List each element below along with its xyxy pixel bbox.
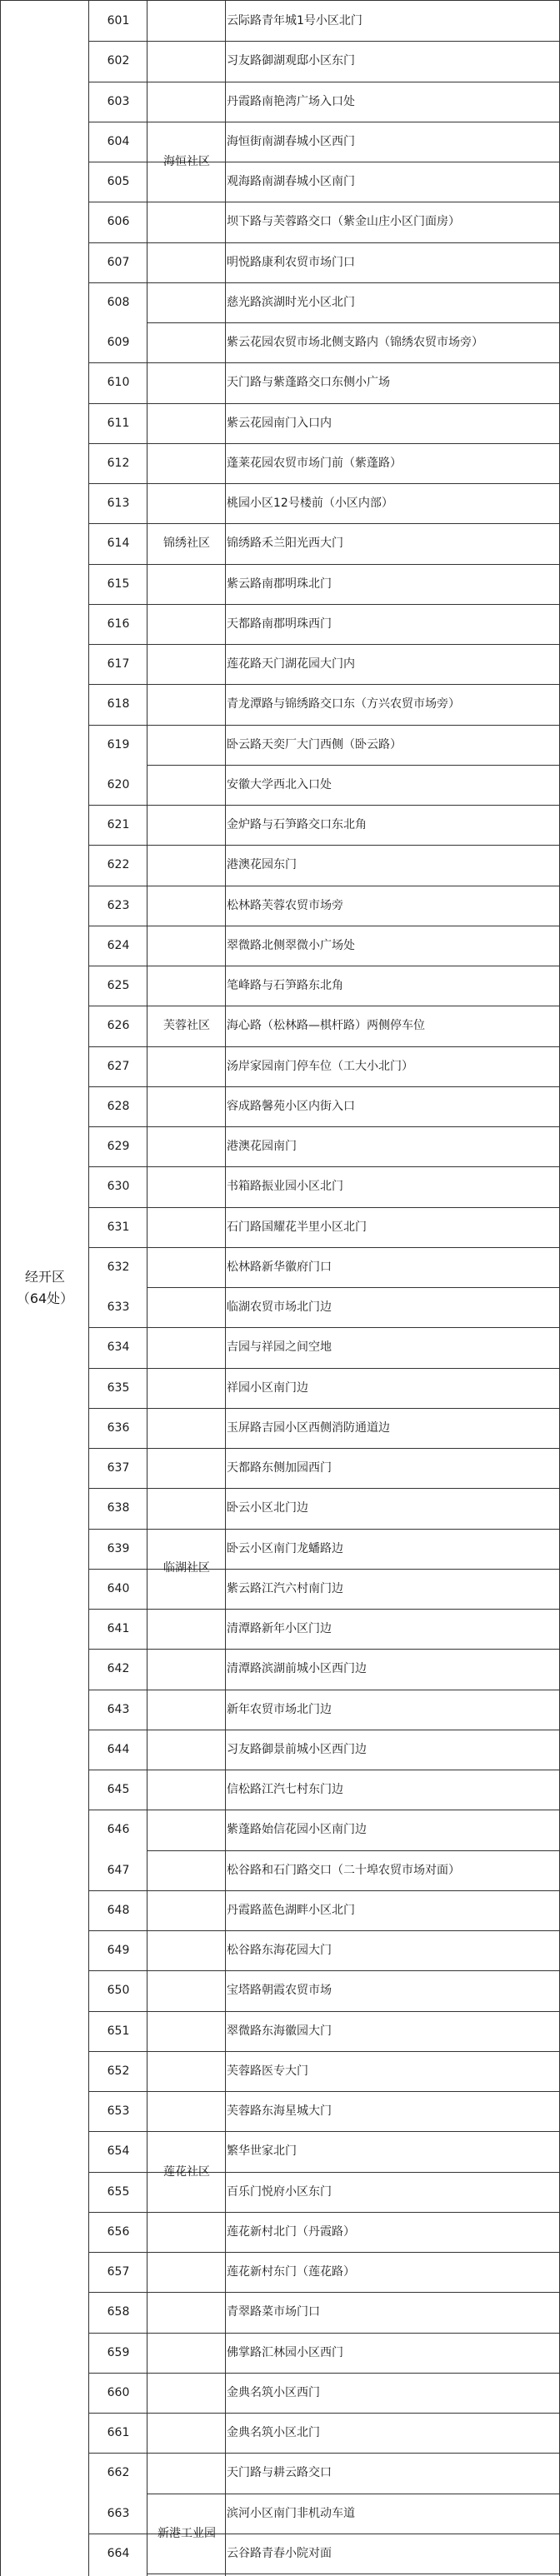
- row-number: 648: [107, 1903, 130, 1917]
- row-number: 619: [107, 737, 130, 751]
- row-address: 海恒街南湖春城小区西门: [227, 134, 355, 148]
- row-number: 601: [107, 14, 130, 27]
- row-number: 611: [107, 416, 130, 430]
- row-address: 祥园小区南门边: [227, 1380, 308, 1395]
- row-number: 663: [107, 2506, 130, 2520]
- row-number: 627: [107, 1059, 130, 1073]
- district-count: （64处）: [16, 1290, 74, 1306]
- row-address: 慈光路滨湖时光小区北门: [227, 295, 355, 309]
- row-number: 657: [107, 2265, 130, 2279]
- row-number: 636: [107, 1420, 130, 1435]
- row-address: 明悦路康利农贸市场门口: [227, 255, 355, 269]
- row-address: 滨河小区南门非机动车道: [227, 2506, 355, 2520]
- row-address: 港澳花园南门: [227, 1140, 297, 1153]
- row-number: 650: [107, 1984, 130, 1998]
- row-number: 662: [107, 2466, 130, 2480]
- row-address: 卧云小区北门边: [227, 1501, 308, 1515]
- row-number: 621: [107, 818, 130, 831]
- row-address: 容成路馨苑小区内街入口: [227, 1099, 355, 1113]
- row-number: 608: [107, 295, 130, 309]
- row-number: 659: [107, 2345, 130, 2359]
- column-divider: [0, 0, 1, 2576]
- row-address: 汤岸家园南门停车位（工大小北门）: [227, 1059, 413, 1073]
- row-address: 安徽大学西北入口处: [227, 777, 332, 791]
- row-address: 莲花新村北门（丹霞路）: [227, 2224, 355, 2239]
- community-name: 莲花社区: [163, 2164, 210, 2179]
- row-address: 芙蓉路东海星城大门: [227, 2104, 332, 2118]
- row-number: 631: [107, 1220, 130, 1234]
- row-address: 坝下路与芙蓉路交口（紫金山庄小区门面房）: [227, 215, 460, 229]
- community-name: 海恒社区: [163, 155, 210, 168]
- row-address: 宝塔路朝霞农贸市场: [227, 1984, 332, 1998]
- column-divider: [147, 0, 148, 2576]
- row-number: 604: [107, 134, 130, 148]
- row-number: 660: [107, 2385, 130, 2399]
- row-address: 金典名筑小区北门: [227, 2426, 320, 2439]
- row-number: 639: [107, 1541, 130, 1555]
- district-name: 经开区: [24, 1269, 65, 1285]
- row-number: 609: [107, 336, 130, 349]
- community-name: 芙蓉社区: [163, 1018, 210, 1032]
- row-address: 紫云路江汽六村南门边: [227, 1581, 343, 1595]
- row-number: 642: [107, 1662, 130, 1676]
- column-divider: [225, 0, 226, 2576]
- row-number: 652: [107, 2064, 130, 2078]
- row-number: 629: [107, 1140, 130, 1153]
- community-name: 临湖社区: [163, 1561, 210, 1575]
- row-number: 641: [107, 1622, 130, 1635]
- row-number: 638: [107, 1501, 130, 1515]
- row-address: 蓬莱花园农贸市场门前（紫蓬路）: [227, 456, 402, 470]
- row-address: 丹霞路蓝色湖畔小区北门: [227, 1903, 355, 1917]
- row-number: 661: [107, 2426, 130, 2439]
- row-number: 620: [107, 777, 130, 791]
- row-address: 云谷路青春小院对面: [227, 2546, 332, 2560]
- row-number: 635: [107, 1380, 130, 1395]
- row-address: 天门路与耕云路交口: [227, 2466, 332, 2480]
- row-address: 紫云花园南门入口内: [227, 416, 332, 430]
- row-address: 紫云花园农贸市场北侧支路内（锦绣农贸市场旁）: [227, 336, 483, 349]
- row-address: 青翠路菜市场门口: [227, 2305, 320, 2319]
- row-address: 观海路南湖春城小区南门: [227, 175, 355, 188]
- row-number: 616: [107, 617, 130, 631]
- row-number: 646: [107, 1823, 130, 1837]
- row-number: 602: [107, 54, 130, 68]
- row-address: 青龙潭路与锦绣路交口东（方兴农贸市场旁）: [227, 697, 460, 711]
- row-number: 603: [107, 94, 130, 108]
- row-address: 云际路青年城1号小区北门: [227, 14, 362, 27]
- row-address: 翠微路东海徽园大门: [227, 2024, 332, 2038]
- row-address: 海心路（松林路—棋杆路）两侧停车位: [227, 1019, 425, 1033]
- row-number: 610: [107, 376, 130, 390]
- row-address: 卧云小区南门龙蟠路边: [227, 1541, 343, 1555]
- row-number: 623: [107, 898, 130, 912]
- row-number: 653: [107, 2104, 130, 2118]
- row-address: 繁华世家北门: [227, 2144, 297, 2159]
- row-address: 笔峰路与石笋路东北角: [227, 979, 343, 992]
- row-address: 芙蓉路医专大门: [227, 2064, 308, 2078]
- row-number: 617: [107, 657, 130, 671]
- row-address: 百乐门悦府小区东门: [227, 2184, 332, 2199]
- row-address: 莲花新村东门（莲花路）: [227, 2265, 355, 2279]
- row-address: 新年农贸市场北门边: [227, 1702, 332, 1716]
- row-address: 莲花路天门湖花园大门内: [227, 657, 355, 671]
- row-address: 吉园与祥园之间空地: [227, 1340, 332, 1355]
- row-address: 丹霞路南艳湾广场入口处: [227, 94, 355, 108]
- row-number: 605: [107, 175, 130, 188]
- community-name: 锦绣社区: [163, 537, 210, 550]
- row-address: 天都路东侧加园西门: [227, 1461, 332, 1475]
- column-divider: [88, 0, 89, 2576]
- row-number: 633: [107, 1300, 130, 1314]
- row-number: 649: [107, 1944, 130, 1957]
- row-number: 618: [107, 697, 130, 711]
- row-address: 天门路与紫蓬路交口东侧小广场: [227, 376, 390, 390]
- row-address: 习友路御景前城小区西门边: [227, 1742, 367, 1756]
- row-address: 松林路新华徽府门口: [227, 1260, 332, 1274]
- row-address: 金炉路与石笋路交口东北角: [227, 818, 367, 831]
- row-address: 信松路江汽七村东门边: [227, 1783, 343, 1796]
- row-address: 松谷路东海花园大门: [227, 1944, 332, 1957]
- row-address: 清潭路滨湖前城小区西门边: [227, 1662, 367, 1676]
- row-address: 临湖农贸市场北门边: [227, 1300, 332, 1314]
- row-number: 613: [107, 497, 130, 510]
- row-address: 紫云路南郡明珠北门: [227, 577, 332, 591]
- row-address: 翠微路北侧翠微小广场处: [227, 938, 355, 952]
- row-address: 石门路国耀花半里小区北门: [227, 1220, 367, 1234]
- row-address: 佛掌路汇林园小区西门: [227, 2345, 343, 2359]
- row-address: 锦绣路禾兰阳光西大门: [227, 537, 343, 551]
- row-number: 640: [107, 1581, 130, 1595]
- district-cell: [2, 1266, 88, 1310]
- row-address: 玉屏路吉园小区西侧消防通道边: [227, 1420, 390, 1435]
- row-address: 习友路御湖观邸小区东门: [227, 54, 355, 68]
- row-address: 松林路芙蓉农贸市场旁: [227, 898, 343, 912]
- row-number: 614: [107, 537, 130, 551]
- row-number: 632: [107, 1260, 130, 1274]
- row-number: 626: [107, 1019, 130, 1033]
- row-address: 桃园小区12号楼前（小区内部）: [227, 497, 393, 510]
- row-number: 656: [107, 2224, 130, 2239]
- row-number: 615: [107, 577, 130, 591]
- row-number: 644: [107, 1742, 130, 1756]
- row-number: 612: [107, 456, 130, 470]
- row-number: 647: [107, 1863, 130, 1877]
- row-number: 658: [107, 2305, 130, 2319]
- row-address: 港澳花园东门: [227, 858, 297, 872]
- row-number: 628: [107, 1099, 130, 1113]
- row-number: 630: [107, 1180, 130, 1194]
- row-address: 天都路南郡明珠西门: [227, 617, 332, 631]
- row-address: 紫蓬路始信花园小区南门边: [227, 1823, 367, 1837]
- row-address: 卧云路天奕厂大门西侧（卧云路）: [227, 737, 402, 751]
- row-number: 645: [107, 1783, 130, 1796]
- row-number: 624: [107, 938, 130, 952]
- row-number: 634: [107, 1340, 130, 1355]
- row-number: 643: [107, 1702, 130, 1716]
- row-address: 清潭路新年小区门边: [227, 1622, 332, 1635]
- row-number: 664: [107, 2546, 130, 2560]
- row-number: 622: [107, 858, 130, 872]
- row-address: 金典名筑小区西门: [227, 2385, 320, 2399]
- row-number: 654: [107, 2144, 130, 2159]
- row-number: 607: [107, 255, 130, 269]
- row-number: 651: [107, 2024, 130, 2038]
- community-name: 新港工业园: [158, 2526, 216, 2540]
- row-number: 655: [107, 2184, 130, 2199]
- row-number: 625: [107, 979, 130, 992]
- row-number: 637: [107, 1461, 130, 1475]
- row-address: 书箱路振业园小区北门: [227, 1180, 343, 1194]
- row-number: 606: [107, 215, 130, 229]
- row-address: 松谷路和石门路交口（二十埠农贸市场对面）: [227, 1863, 460, 1877]
